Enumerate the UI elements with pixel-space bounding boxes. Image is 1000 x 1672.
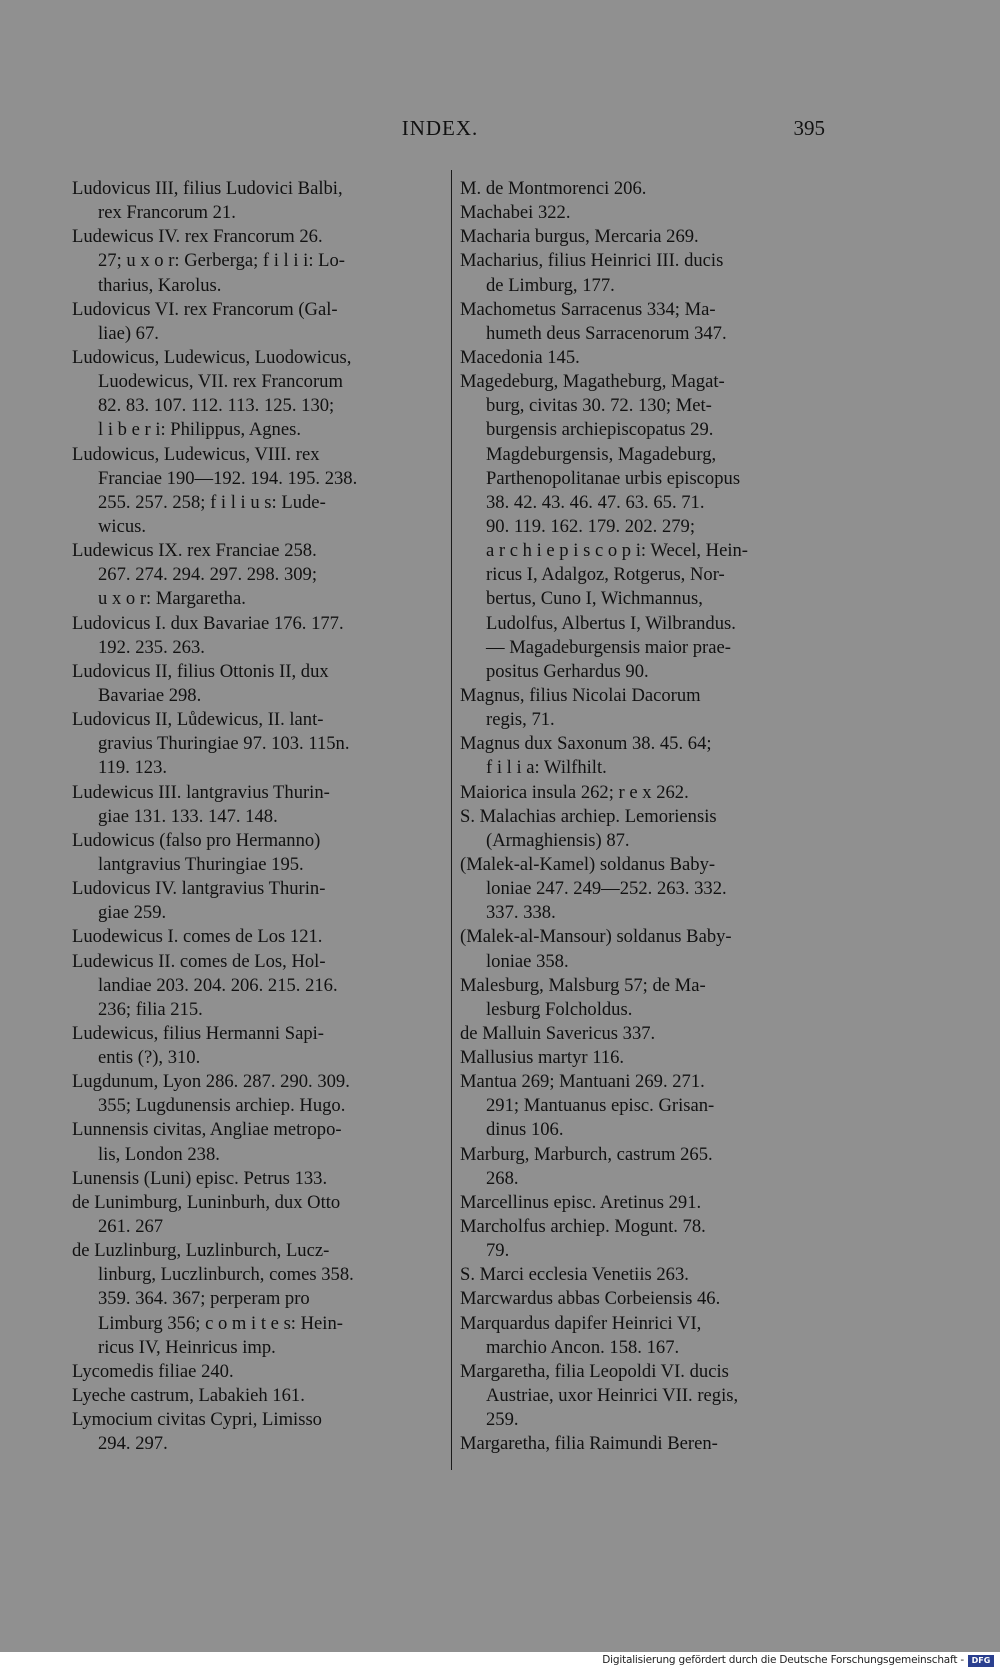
index-line: Austriae, uxor Heinrici VII. regis, <box>486 1385 739 1407</box>
index-line: entis (?), 310. <box>98 1047 201 1069</box>
index-line: 359. 364. 367; perperam pro <box>98 1288 310 1310</box>
index-line: Maiorica insula 262; r e x 262. <box>460 781 689 803</box>
page-title: INDEX. <box>401 116 479 140</box>
index-line: Macharia burgus, Mercaria 269. <box>460 226 699 248</box>
index-line: loniae 247. 249—252. 263. 332. <box>486 878 727 900</box>
index-line: (Malek-al-Kamel) soldanus Baby- <box>460 853 716 875</box>
index-line: Bavariae 298. <box>98 684 202 706</box>
index-line: l i b e r i: Philippus, Agnes. <box>98 419 301 441</box>
index-line: Ludowicus, Ludewicus, VIII. rex <box>72 443 320 465</box>
funding-credit: Digitalisierung gefördert durch die Deutsche Forschungsgemeinschaft - <box>602 1654 964 1666</box>
index-line: de Lunimburg, Luninburh, dux Otto <box>72 1191 341 1213</box>
index-line: Lycomedis filiae 240. <box>72 1360 234 1382</box>
index-line: Machometus Sarracenus 334; Ma- <box>460 298 716 320</box>
index-line: u x o r: Margaretha. <box>98 588 246 610</box>
index-line: Luodewicus, VII. rex Francorum <box>98 371 343 393</box>
index-line: Magnus dux Saxonum 38. 45. 64; <box>460 733 712 755</box>
index-line: Ludolfus, Albertus I, Wilbrandus. <box>486 612 736 634</box>
digitization-footer <box>0 1652 1000 1672</box>
index-line: Margaretha, filia Leopoldi VI. ducis <box>460 1360 729 1382</box>
index-line: lantgravius Thuringiae 195. <box>98 853 304 875</box>
index-line: — Magadeburgensis maior prae- <box>486 636 731 658</box>
index-line: bertus, Cuno I, Wichmannus, <box>486 588 703 610</box>
index-line: 38. 42. 43. 46. 47. 63. 65. 71. <box>486 491 705 513</box>
index-line: Ludovicus IV. lantgravius Thurin- <box>72 878 326 900</box>
index-line: Franciae 190—192. 194. 195. 238. <box>98 467 358 489</box>
index-line: de Luzlinburg, Luzlinburch, Lucz- <box>72 1240 330 1262</box>
index-line: landiae 203. 204. 206. 215. 216. <box>98 974 338 996</box>
index-line: 294. 297. <box>98 1433 168 1455</box>
index-line: 192. 235. 263. <box>98 636 205 658</box>
index-line: ricus IV, Heinricus imp. <box>98 1336 276 1358</box>
index-line: giae 131. 133. 147. 148. <box>98 805 278 827</box>
index-line: 355; Lugdunensis archiep. Hugo. <box>98 1095 346 1117</box>
index-line: M. de Montmorenci 206. <box>460 178 647 199</box>
index-line: f i l i a: Wilfhilt. <box>486 757 607 779</box>
index-line: positus Gerhardus 90. <box>486 660 649 682</box>
index-line: 119. 123. <box>98 757 168 779</box>
index-line: 261. 267 <box>98 1216 164 1238</box>
index-line: lesburg Folcholdus. <box>486 998 633 1020</box>
index-line: Lunensis (Luni) episc. Petrus 133. <box>72 1167 328 1189</box>
index-line: liae) 67. <box>98 322 159 344</box>
index-line: Macedonia 145. <box>460 346 580 368</box>
index-line: loniae 358. <box>486 950 569 972</box>
index-line: de Limburg, 177. <box>486 274 615 296</box>
index-line: Marcholfus archiep. Mogunt. 78. <box>460 1216 706 1238</box>
index-line: humeth deus Sarracenorum 347. <box>486 322 727 344</box>
dfg-logo: DFG <box>968 1655 994 1667</box>
index-line: gravius Thuringiae 97. 103. 115n. <box>98 733 350 755</box>
index-line: Lyeche castrum, Labakieh 161. <box>72 1385 305 1407</box>
index-line: 90. 119. 162. 179. 202. 279; <box>486 515 696 537</box>
column-divider <box>451 170 452 1470</box>
index-line: Ludewicus IX. rex Franciae 258. <box>72 540 317 562</box>
index-line: (Malek-al-Mansour) soldanus Baby- <box>460 926 732 948</box>
index-line: ricus I, Adalgoz, Rotgerus, Nor- <box>486 564 725 586</box>
index-line: Parthenopolitanae urbis episcopus <box>486 467 741 489</box>
index-line: Lunnensis civitas, Angliae metropo- <box>72 1119 342 1141</box>
index-line: 291; Mantuanus episc. Grisan- <box>486 1095 715 1117</box>
index-line: S. Marci ecclesia Venetiis 263. <box>460 1264 689 1286</box>
page-number: 395 <box>793 116 825 140</box>
index-line: Macharius, filius Heinrici III. ducis <box>460 250 724 272</box>
index-line: burg, civitas 30. 72. 130; Met- <box>486 395 712 417</box>
index-line: Magnus, filius Nicolai Dacorum <box>460 684 701 706</box>
index-line: tharius, Karolus. <box>98 274 222 296</box>
index-line: Ludewicus II. comes de Los, Hol- <box>72 950 326 972</box>
index-column-right <box>460 177 830 1456</box>
index-line: Ludovicus II, filius Ottonis II, dux <box>72 660 329 682</box>
index-line: Ludewicus, filius Hermanni Sapi- <box>72 1022 324 1044</box>
index-line: 255. 257. 258; f i l i u s: Lude- <box>98 491 326 513</box>
index-line: Mantua 269; Mantuani 269. 271. <box>460 1071 705 1093</box>
index-line: (Armaghiensis) 87. <box>486 829 630 851</box>
running-head <box>0 116 1000 146</box>
index-line: Marburg, Marburch, castrum 265. <box>460 1143 713 1165</box>
index-line: Magedeburg, Magatheburg, Magat- <box>460 371 725 393</box>
index-line: marchio Ancon. 158. 167. <box>486 1336 680 1358</box>
index-line: 268. <box>486 1167 519 1189</box>
index-line: 82. 83. 107. 112. 113. 125. 130; <box>98 395 335 417</box>
index-line: Ludowicus (falso pro Hermanno) <box>72 829 321 851</box>
index-column-left <box>72 177 448 1456</box>
index-line: dinus 106. <box>486 1119 564 1141</box>
index-line: 79. <box>486 1240 510 1262</box>
index-line: Ludewicus IV. rex Francorum 26. <box>72 226 323 248</box>
index-line: Magdeburgensis, Magadeburg, <box>486 443 717 465</box>
index-line: Malesburg, Malsburg 57; de Ma- <box>460 974 706 996</box>
index-line: Marcwardus abbas Corbeiensis 46. <box>460 1288 721 1310</box>
index-line: 267. 274. 294. 297. 298. 309; <box>98 564 317 586</box>
index-line: Margaretha, filia Raimundi Beren- <box>460 1433 718 1455</box>
index-line: Lymocium civitas Cypri, Limisso <box>72 1409 322 1431</box>
index-line: Ludovicus III, filius Ludovici Balbi, <box>72 178 343 199</box>
index-line: giae 259. <box>98 902 167 924</box>
index-line: S. Malachias archiep. Lemoriensis <box>460 805 717 827</box>
index-line: Ludowicus, Ludewicus, Luodowicus, <box>72 346 352 368</box>
index-line: linburg, Luczlinburch, comes 358. <box>98 1264 354 1286</box>
index-line: lis, London 238. <box>98 1143 220 1165</box>
index-line: de Malluin Savericus 337. <box>460 1022 656 1044</box>
index-line: 259. <box>486 1409 519 1431</box>
index-line: Luodewicus I. comes de Los 121. <box>72 926 323 948</box>
index-line: rex Francorum 21. <box>98 202 236 224</box>
index-line: burgensis archiepiscopatus 29. <box>486 419 714 441</box>
index-line: Mallusius martyr 116. <box>460 1047 625 1069</box>
index-line: Marcellinus episc. Aretinus 291. <box>460 1191 702 1213</box>
index-line: a r c h i e p i s c o p i: Wecel, Hein- <box>486 540 749 562</box>
index-line: Limburg 356; c o m i t e s: Hein- <box>98 1312 343 1334</box>
index-line: wicus. <box>98 515 147 537</box>
index-line: Ludovicus I. dux Bavariae 176. 177. <box>72 612 344 634</box>
index-line: Marquardus dapifer Heinrici VI, <box>460 1312 702 1334</box>
index-line: Ludovicus II, Lůdewicus, II. lant- <box>72 709 324 731</box>
index-line: Machabei 322. <box>460 202 571 224</box>
index-line: Lugdunum, Lyon 286. 287. 290. 309. <box>72 1071 350 1093</box>
index-line: Ludewicus III. lantgravius Thurin- <box>72 781 330 803</box>
index-line: 236; filia 215. <box>98 998 203 1020</box>
index-line: 337. 338. <box>486 902 556 924</box>
index-line: 27; u x o r: Gerberga; f i l i i: Lo- <box>98 250 346 272</box>
index-line: Ludovicus VI. rex Francorum (Gal- <box>72 298 338 320</box>
index-line: regis, 71. <box>486 709 555 731</box>
